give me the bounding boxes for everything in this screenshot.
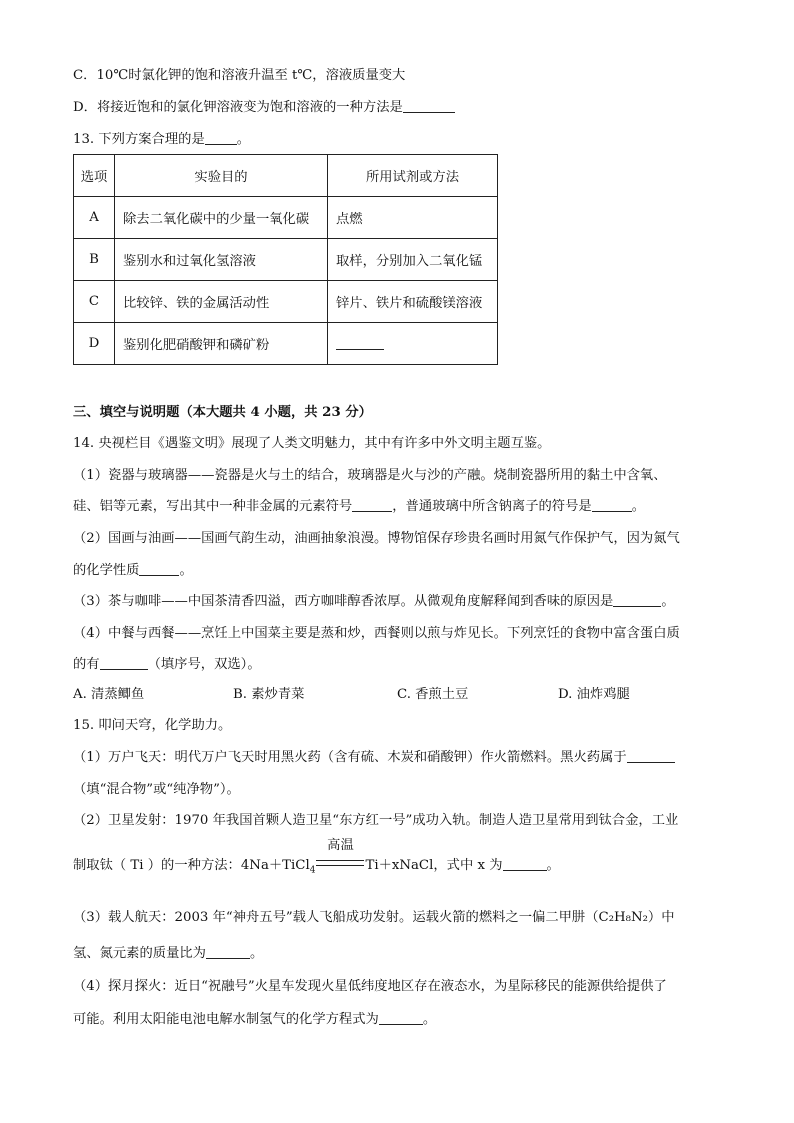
table-header-cell: 所用试剂或方法 <box>328 155 498 197</box>
answer-blank[interactable] <box>205 131 237 145</box>
subscript: 4 <box>309 865 316 876</box>
q15-part3-text: ）中 <box>647 910 675 925</box>
table-row <box>74 239 498 281</box>
q14-part2-line1 <box>73 529 680 549</box>
question-13-table <box>73 154 498 365</box>
question-13-text: 13. 下列方案合理的是 <box>73 132 205 147</box>
chemical-formula: C₂H₈N₂ <box>598 910 648 925</box>
q14-part1-text: （1）瓷器与玻璃器——瓷器是火与土的结合，玻璃器是火与沙的产融。烧制瓷器所用的黏土中含氧、 <box>73 468 667 483</box>
table-cell: A <box>74 197 115 239</box>
table-row <box>74 281 498 323</box>
q15-part1-line1 <box>73 748 675 768</box>
table-row <box>74 197 498 239</box>
equation-reactants: 4Na＋TiCl <box>240 858 310 873</box>
punctuation: 。 <box>179 563 193 578</box>
q15-part3-line1 <box>73 908 675 928</box>
question-15-stem <box>73 716 231 736</box>
equation-products: Ti＋xNaCl <box>365 858 434 873</box>
punctuation: 。 <box>661 594 675 609</box>
reaction-condition: 高温 <box>327 838 354 853</box>
table-header-cell: 选项 <box>74 155 115 197</box>
q14-part3-text: （3）茶与咖啡——中国茶清香四溢，西方咖啡醇香浓厚。从微观角度解释闻到香味的原因是 <box>73 594 614 609</box>
q15-part3-text: （3）载人航天：2003 年“神舟五号”载人飞船成功发射。运载火箭的燃料之一偏二甲肼（ <box>73 910 599 925</box>
punctuation: 。 <box>631 499 645 514</box>
table-cell: 鉴别水和过氧化氢溶液 <box>115 239 328 281</box>
q15-part2-text: （2）卫星发射：1970 年我国首颗人造卫星“东方红一号”成功入轨。制造人造卫星常用到钛合金，工业 <box>73 813 679 828</box>
answer-blank[interactable] <box>336 336 384 350</box>
answer-blank[interactable] <box>503 857 547 871</box>
q14-part4-line2 <box>73 655 261 675</box>
q15-part3-text: 氢、氮元素的质量比为 <box>73 946 206 961</box>
choice-d: D. 油炸鸡腿 <box>558 687 630 702</box>
q15-part1-text: （填“混合物”或“纯净物”）。 <box>73 782 240 797</box>
q14-part1-text: ，普通玻璃中所含钠离子的符号是 <box>392 499 592 514</box>
option-d-text: D．将接近饱和的氯化钾溶液变为饱和溶液的一种方法是 <box>73 100 403 115</box>
punctuation: 。 <box>546 858 560 873</box>
choice-a: A. 清蒸鲫鱼 <box>73 687 145 702</box>
q14-part1-line2 <box>73 497 645 517</box>
punctuation: 。 <box>422 1012 437 1027</box>
q14-part2-text: （2）国画与油画——国画气韵生动，油画抽象浪漫。博物馆保存珍贵名画时用氮气作保护气，因为氮气 <box>73 531 680 546</box>
q15-part4-line1 <box>73 977 667 997</box>
q15-part2-line2 <box>73 838 560 881</box>
reaction-arrow <box>315 838 365 876</box>
question-14-text: 14. 央视栏目《遇鉴文明》展现了人类文明魅力，其中有许多中外文明主题互鉴。 <box>73 436 551 451</box>
table-cell: B <box>74 239 115 281</box>
answer-blank[interactable] <box>592 498 632 512</box>
q14-part4-text: 的有 <box>73 657 100 672</box>
q15-part3-line2 <box>73 944 263 964</box>
punctuation: 。 <box>249 946 264 961</box>
table-cell: 鉴别化肥硝酸钾和磷矿粉 <box>115 323 328 365</box>
option-d-line <box>73 98 455 118</box>
table-row <box>74 323 498 365</box>
option-c-line <box>73 66 405 86</box>
table-cell: 锌片、铁片和硫酸镁溶液 <box>328 281 498 323</box>
answer-blank[interactable] <box>139 562 179 576</box>
answer-blank[interactable] <box>613 593 661 607</box>
q14-part2-line2 <box>73 561 193 581</box>
punctuation: 。 <box>236 132 251 147</box>
q14-part3-line <box>73 592 675 612</box>
double-bar <box>316 860 364 866</box>
q14-part1-line1 <box>73 466 667 486</box>
q14-part2-text: 的化学性质 <box>73 563 140 578</box>
q15-part2-text: ，式中 x 为 <box>433 858 503 873</box>
q15-part4-text: 可能。利用太阳能电池电解水制氢气的化学方程式为 <box>73 1012 379 1027</box>
option-c-text: C．10℃时氯化钾的饱和溶液升温至 t℃，溶液质量变大 <box>73 68 406 83</box>
table-header-row <box>74 155 498 197</box>
q15-part2-text: 制取钛（ Ti ）的一种方法： <box>73 858 241 873</box>
choice-b: B. 素炒青菜 <box>233 687 305 702</box>
q15-part1-line2 <box>73 780 240 800</box>
question-13-stem <box>73 130 250 150</box>
table-header-cell: 实验目的 <box>115 155 328 197</box>
answer-blank[interactable] <box>627 749 675 763</box>
answer-blank[interactable] <box>100 656 148 670</box>
question-15-text: 15. 叩问天穹，化学助力。 <box>73 718 232 733</box>
section-3-heading <box>73 403 372 423</box>
answer-blank[interactable] <box>403 99 455 113</box>
section-heading-text: 三、填空与说明题（本大题共 4 小题，共 23 分） <box>73 405 372 420</box>
q14-part4-text: （4）中餐与西餐——烹饪上中国菜主要是蒸和炒，西餐则以煎与炸见长。下列烹饪的食物中富含蛋白质 <box>73 626 680 641</box>
table-cell: D <box>74 323 115 365</box>
q15-part2-line1 <box>73 811 678 831</box>
chemical-equation <box>240 838 434 876</box>
table-cell: 取样，分别加入二氧化锰 <box>328 239 498 281</box>
question-14-stem <box>73 434 550 454</box>
answer-blank[interactable] <box>379 1011 423 1025</box>
answer-blank[interactable] <box>352 498 392 512</box>
q14-part1-text: 硅、铝等元素，写出其中一种非金属的元素符号 <box>73 499 353 514</box>
table-cell: 比较锌、铁的金属活动性 <box>115 281 328 323</box>
q15-part4-text: （4）探月探火：近日“祝融号”火星车发现火星低纬度地区存在液态水，为星际移民的能源供给提供了 <box>73 979 667 994</box>
q15-part1-text: （1）万户飞天：明代万户飞天时用黑火药（含有硫、木炭和硝酸钾）作火箭燃料。黑火药属于 <box>73 750 627 765</box>
q14-part4-text: （填序号，双选）。 <box>147 657 261 672</box>
answer-blank[interactable] <box>206 945 250 959</box>
q14-part4-line1 <box>73 624 680 644</box>
table-cell: 除去二氧化碳中的少量一氧化碳 <box>115 197 328 239</box>
q15-part4-line2 <box>73 1010 436 1030</box>
table-cell: C <box>74 281 115 323</box>
choice-c: C. 香煎土豆 <box>397 687 469 702</box>
table-cell-blank[interactable] <box>328 323 498 365</box>
table-cell: 点燃 <box>328 197 498 239</box>
